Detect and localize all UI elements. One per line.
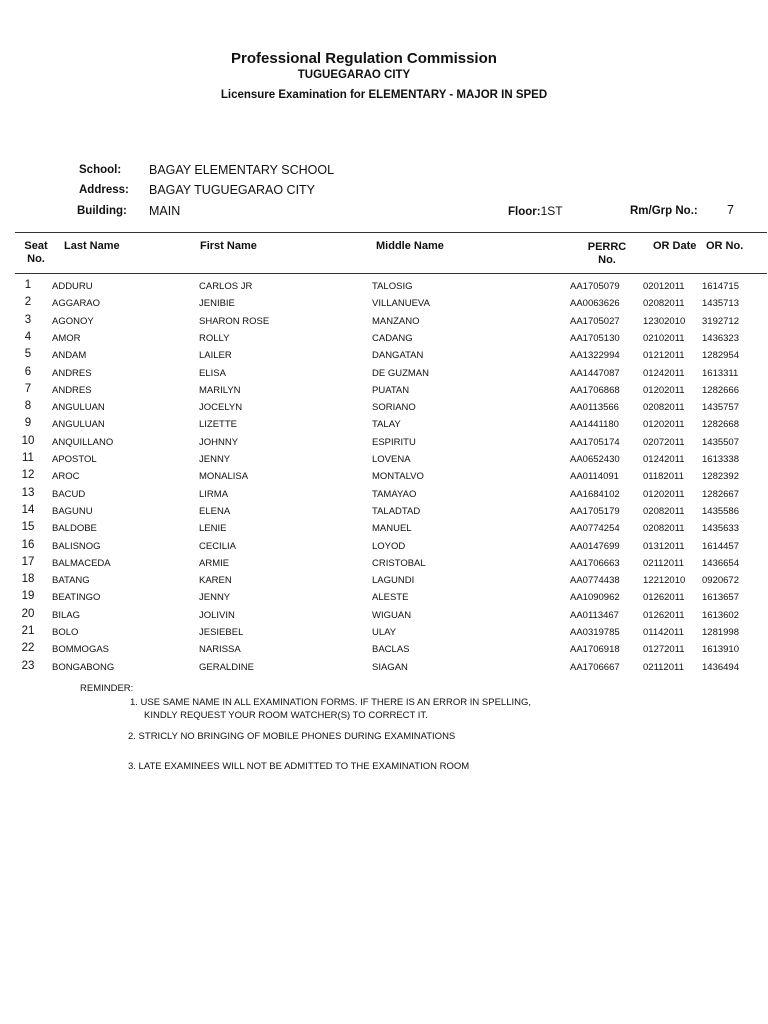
cell-or-date: 01202011: [643, 384, 685, 396]
cell-or-date: 02082011: [643, 298, 685, 310]
floor-value: 1ST: [540, 204, 563, 218]
cell-perrc-no: AA1705079: [570, 281, 620, 292]
cell-or-no: 1435586: [702, 505, 739, 517]
building-label: Building:: [77, 205, 127, 217]
cell-or-no: 1435507: [702, 436, 739, 448]
cell-or-no: 1435633: [702, 523, 739, 535]
table-row: [0, 556, 768, 573]
city-subtitle: TUGUEGARAO CITY: [297, 69, 411, 81]
col-or-date-header: OR Date: [653, 240, 697, 252]
cell-seat-no: 9: [24, 417, 32, 430]
cell-first-name: ROLLY: [199, 332, 230, 344]
table-row: [0, 417, 768, 434]
cell-perrc-no: AA0652430: [570, 454, 620, 465]
cell-perrc-no: AA0063626: [570, 298, 620, 310]
table-top-rule: [15, 232, 767, 233]
cell-or-no: 1613338: [702, 454, 739, 465]
cell-first-name: JOLIVIN: [199, 609, 235, 621]
cell-last-name: BACUD: [52, 488, 86, 500]
cell-or-no: 1282392: [702, 471, 739, 483]
cell-middle-name: LOYOD: [372, 540, 406, 552]
cell-middle-name: BACLAS: [372, 644, 410, 656]
floor-label: Floor:: [508, 206, 541, 218]
cell-seat-no: 19: [21, 590, 35, 603]
table-row: [0, 469, 768, 486]
cell-or-date: 02112011: [643, 661, 684, 673]
cell-or-date: 12212010: [643, 575, 686, 587]
col-seat-line2: No.: [27, 253, 45, 265]
cell-seat-no: 15: [21, 521, 35, 534]
cell-first-name: ARMIE: [199, 557, 230, 569]
cell-first-name: LIRMA: [199, 488, 229, 500]
table-row: [0, 348, 768, 365]
cell-last-name: ANGULUAN: [52, 402, 105, 414]
table-row: [0, 383, 768, 400]
cell-or-no: 1613910: [702, 644, 739, 656]
cell-middle-name: MONTALVO: [372, 471, 424, 483]
cell-or-date: 01262011: [643, 592, 685, 604]
cell-last-name: BEATINGO: [52, 592, 101, 604]
cell-seat-no: 3: [24, 313, 32, 326]
cell-last-name: ANDAM: [52, 350, 87, 362]
cell-last-name: ANDRES: [52, 384, 92, 396]
cell-or-no: 1282668: [702, 419, 739, 431]
cell-or-no: 1613311: [702, 367, 739, 379]
cell-or-date: 01182011: [643, 471, 684, 483]
cell-perrc-no: AA1705174: [570, 436, 620, 448]
cell-last-name: BALISNOG: [52, 540, 101, 552]
cell-seat-no: 5: [24, 348, 32, 361]
room-label: Rm/Grp No.:: [630, 205, 698, 217]
building-value: MAIN: [149, 204, 181, 218]
cell-perrc-no: AA1705179: [570, 505, 620, 517]
reminder-label: REMINDER:: [80, 683, 134, 694]
col-seat-line1: Seat: [24, 240, 48, 252]
table-row: [0, 642, 768, 659]
cell-or-date: 01242011: [643, 454, 685, 465]
cell-perrc-no: AA0319785: [570, 627, 620, 638]
address-label: Address:: [79, 184, 129, 196]
cell-perrc-no: AA1705027: [570, 315, 620, 327]
cell-first-name: LAILER: [199, 350, 232, 362]
cell-or-date: 02112011: [643, 557, 684, 569]
cell-or-date: 01272011: [643, 644, 685, 656]
table-row: [0, 296, 768, 313]
cell-or-date: 02072011: [643, 436, 685, 448]
table-row: [0, 539, 768, 556]
cell-or-date: 12302010: [643, 315, 686, 327]
school-label: School:: [79, 164, 122, 176]
col-seat-header: [22, 240, 50, 266]
cell-middle-name: TALAY: [372, 419, 401, 431]
exam-title: Licensure Examination for ELEMENTARY - MAJOR IN SPED: [220, 89, 548, 101]
table-row: [0, 366, 768, 383]
school-value: BAGAY ELEMENTARY SCHOOL: [149, 163, 335, 177]
cell-perrc-no: AA1090962: [570, 592, 620, 604]
cell-perrc-no: AA0774254: [570, 523, 620, 535]
table-row: [0, 660, 768, 677]
cell-perrc-no: AA0147699: [570, 540, 620, 552]
cell-last-name: BONGABONG: [52, 661, 115, 673]
table-header-rule: [15, 273, 767, 274]
cell-middle-name: LAGUNDI: [372, 575, 415, 587]
table-row: [0, 521, 768, 538]
cell-first-name: MONALISA: [199, 471, 249, 483]
cell-last-name: BOMMOGAS: [52, 644, 110, 656]
table-row: [0, 573, 768, 590]
cell-first-name: JENNY: [199, 454, 231, 465]
cell-perrc-no: AA1705130: [570, 332, 620, 344]
table-row: [0, 487, 768, 504]
col-perrc-line1: PERRC: [587, 241, 627, 253]
cell-or-no: 1435713: [702, 298, 739, 310]
cell-perrc-no: AA1706868: [570, 384, 620, 396]
cell-middle-name: SIAGAN: [372, 661, 408, 673]
reminder-item-2: 2. STRICLY NO BRINGING OF MOBILE PHONES DURING EXAMINATIONS: [128, 731, 456, 742]
reminder-item-1: 1. USE SAME NAME IN ALL EXAMINATION FORMS. IF THERE IS AN ERROR IN SPELLING,: [130, 697, 532, 708]
cell-or-date: 01142011: [643, 627, 684, 638]
cell-first-name: SHARON ROSE: [199, 315, 270, 327]
cell-middle-name: ULAY: [372, 627, 397, 638]
cell-perrc-no: AA0774438: [570, 575, 620, 587]
cell-first-name: ELISA: [199, 367, 226, 379]
cell-or-date: 01202011: [643, 419, 685, 431]
table-row: [0, 608, 768, 625]
cell-seat-no: 16: [21, 538, 35, 551]
cell-first-name: LENIE: [199, 523, 227, 535]
cell-first-name: JOCELYN: [199, 402, 243, 414]
cell-or-no: 1613657: [702, 592, 739, 604]
cell-perrc-no: AA0114091: [570, 471, 619, 483]
col-last-name-header: Last Name: [64, 240, 120, 252]
table-row: [0, 331, 768, 348]
cell-or-date: 01262011: [643, 609, 685, 621]
cell-middle-name: CADANG: [372, 332, 413, 344]
cell-middle-name: SORIANO: [372, 402, 416, 414]
cell-seat-no: 13: [21, 486, 35, 499]
table-row: [0, 452, 768, 469]
cell-last-name: BALMACEDA: [52, 557, 111, 569]
cell-first-name: JENIBIE: [199, 298, 235, 310]
cell-perrc-no: AA1441180: [570, 419, 619, 431]
cell-or-no: 3192712: [702, 315, 739, 327]
cell-or-no: 1282954: [702, 350, 739, 362]
cell-seat-no: 2: [24, 296, 32, 309]
cell-middle-name: MANZANO: [372, 315, 420, 327]
cell-last-name: ANDRES: [52, 367, 92, 379]
cell-middle-name: TALOSIG: [372, 281, 413, 292]
col-or-no-header: OR No.: [706, 240, 744, 252]
cell-last-name: BALDOBE: [52, 523, 97, 535]
cell-middle-name: PUATAN: [372, 384, 410, 396]
cell-first-name: NARISSA: [199, 644, 241, 656]
cell-or-date: 01212011: [643, 350, 685, 362]
cell-or-no: 1436494: [702, 661, 739, 673]
col-perrc-header: [585, 241, 629, 267]
col-first-name-header: First Name: [200, 240, 257, 252]
cell-first-name: GERALDINE: [199, 661, 254, 673]
cell-middle-name: TAMAYAO: [372, 488, 417, 500]
cell-first-name: KAREN: [199, 575, 232, 587]
cell-seat-no: 20: [21, 607, 35, 620]
cell-last-name: AROC: [52, 471, 80, 483]
table-row: [0, 590, 768, 607]
cell-last-name: BAGUNU: [52, 505, 93, 517]
cell-or-date: 02082011: [643, 505, 685, 517]
cell-middle-name: ALESTE: [372, 592, 409, 604]
cell-seat-no: 17: [21, 555, 35, 568]
cell-first-name: LIZETTE: [199, 419, 238, 431]
table-row: [0, 504, 768, 521]
cell-or-no: 1281998: [702, 627, 739, 638]
cell-last-name: ANQUILLANO: [52, 436, 114, 448]
reminder-item-1-continued: KINDLY REQUEST YOUR ROOM WATCHER(S) TO CORRECT IT.: [144, 710, 428, 721]
floor-field: [508, 204, 563, 218]
cell-perrc-no: AA0113467: [570, 609, 619, 621]
cell-last-name: BOLO: [52, 627, 79, 638]
cell-seat-no: 1: [24, 279, 32, 291]
cell-last-name: AGGARAO: [52, 298, 101, 310]
cell-middle-name: CRISTOBAL: [372, 557, 426, 569]
cell-or-no: 1282667: [702, 488, 739, 500]
cell-perrc-no: AA1706667: [570, 661, 620, 673]
cell-last-name: APOSTOL: [52, 454, 97, 465]
cell-perrc-no: AA1322994: [570, 350, 620, 362]
cell-last-name: ANGULUAN: [52, 419, 105, 431]
cell-or-no: 1282666: [702, 384, 739, 396]
cell-or-date: 02082011: [643, 523, 685, 535]
cell-first-name: JOHNNY: [199, 436, 239, 448]
cell-or-no: 1436323: [702, 332, 739, 344]
cell-seat-no: 8: [24, 400, 32, 413]
cell-seat-no: 7: [24, 382, 32, 395]
reminder-item-3: 3. LATE EXAMINEES WILL NOT BE ADMITTED TO THE EXAMINATION ROOM: [128, 761, 470, 772]
cell-last-name: ADDURU: [52, 281, 93, 292]
cell-first-name: JESIEBEL: [199, 627, 244, 638]
cell-middle-name: DANGATAN: [372, 350, 424, 362]
cell-middle-name: DE GUZMAN: [372, 367, 429, 379]
cell-seat-no: 12: [21, 469, 35, 482]
cell-middle-name: MANUEL: [372, 523, 412, 535]
table-row: [0, 625, 768, 642]
cell-or-date: 02102011: [643, 332, 685, 344]
cell-or-date: 01242011: [643, 367, 685, 379]
room-value: 7: [727, 203, 734, 217]
cell-perrc-no: AA1684102: [570, 488, 620, 500]
cell-seat-no: 22: [21, 642, 35, 655]
cell-perrc-no: AA1447087: [570, 367, 620, 379]
cell-first-name: ELENA: [199, 505, 231, 517]
cell-middle-name: TALADTAD: [372, 505, 421, 517]
col-middle-name-header: Middle Name: [376, 240, 444, 252]
cell-seat-no: 18: [21, 573, 35, 586]
cell-seat-no: 4: [24, 330, 32, 343]
page-title: Professional Regulation Commission: [231, 50, 497, 67]
cell-or-no: 1614715: [702, 281, 739, 292]
cell-or-date: 01312011: [643, 540, 685, 552]
address-value: BAGAY TUGUEGARAO CITY: [149, 183, 316, 197]
cell-seat-no: 10: [21, 434, 35, 447]
cell-seat-no: 6: [24, 365, 32, 378]
table-row: [0, 400, 768, 417]
table-row: [0, 279, 768, 296]
cell-or-date: 01202011: [643, 488, 685, 500]
cell-middle-name: ESPIRITU: [372, 436, 416, 448]
table-row: [0, 435, 768, 452]
cell-middle-name: WIGUAN: [372, 609, 412, 621]
cell-last-name: AGONOY: [52, 315, 94, 327]
cell-or-date: 02082011: [643, 402, 685, 414]
cell-first-name: MARILYN: [199, 384, 241, 396]
cell-or-no: 1613602: [702, 609, 739, 621]
cell-first-name: CARLOS JR: [199, 281, 253, 292]
cell-or-no: 1614457: [702, 540, 739, 552]
table-row: [0, 314, 768, 331]
cell-or-no: 1435757: [702, 402, 739, 414]
cell-middle-name: LOVENA: [372, 454, 411, 465]
cell-first-name: JENNY: [199, 592, 231, 604]
cell-last-name: BATANG: [52, 575, 90, 587]
cell-seat-no: 21: [21, 625, 35, 637]
cell-last-name: BILAG: [52, 609, 80, 621]
cell-or-no: 1436654: [702, 557, 739, 569]
cell-seat-no: 11: [22, 452, 34, 464]
cell-seat-no: 23: [21, 659, 35, 672]
cell-or-date: 02012011: [643, 281, 685, 292]
cell-first-name: CECILIA: [199, 540, 236, 552]
cell-or-no: 0920672: [702, 575, 739, 587]
cell-last-name: AMOR: [52, 332, 81, 344]
cell-perrc-no: AA0113566: [570, 402, 619, 414]
col-perrc-line2: No.: [598, 254, 616, 266]
cell-perrc-no: AA1706663: [570, 557, 620, 569]
cell-perrc-no: AA1706918: [570, 644, 620, 656]
cell-middle-name: VILLANUEVA: [372, 298, 430, 310]
cell-seat-no: 14: [21, 503, 35, 516]
